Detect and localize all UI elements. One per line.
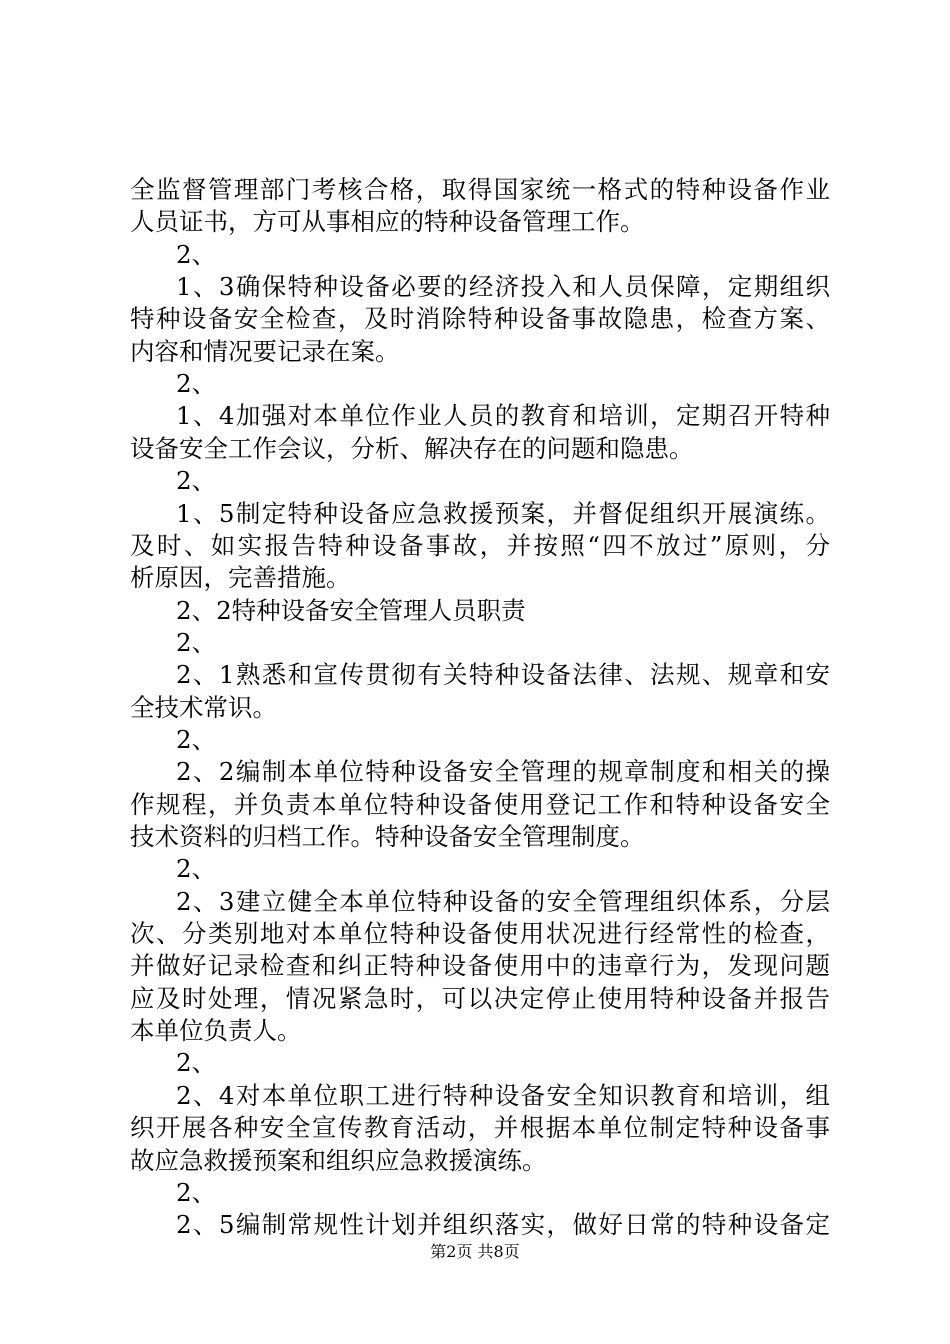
text-line: 人员证书，方可从事相应的特种设备管理工作。: [130, 207, 645, 237]
text-line: 设备安全工作会议，分析、解决存在的问题和隐患。: [130, 433, 694, 463]
text-line: 内容和情况要记录在案。: [130, 336, 400, 366]
text-line: 全监督管理部门考核合格，取得国家统一格式的特种设备作业: [130, 175, 830, 204]
text-line: 1、5制定特种设备应急救援预案，并督促组织开展演练。: [176, 498, 830, 528]
text-line: 2、: [176, 854, 217, 884]
text-line: 2、1熟悉和宣传贯彻有关特种设备法律、法规、规章和安: [176, 660, 830, 690]
text-line: 2、5编制常规性计划并组织落实，做好日常的特种设备定: [176, 1210, 830, 1240]
page-footer: 第2页 共8页: [430, 1242, 520, 1261]
text-line: 2、2编制本单位特种设备安全管理的规章制度和相关的操: [176, 757, 830, 787]
text-line: 2、: [176, 1177, 217, 1207]
text-line: 2、3建立健全本单位特种设备的安全管理组织体系，分层: [176, 886, 830, 916]
text-line: 2、2特种设备安全管理人员职责: [176, 595, 526, 625]
text-line: 次、分类别地对本单位特种设备使用状况进行经常性的检查，: [130, 919, 830, 949]
text-line: 技术资料的归档工作。特种设备安全管理制度。: [130, 822, 645, 851]
text-line: 1、3确保特种设备必要的经济投入和人员保障，定期组织: [176, 272, 830, 302]
text-line: 故应急救援预案和组织应急救援演练。: [130, 1145, 547, 1175]
text-line: 2、: [176, 1048, 217, 1078]
text-line: 特种设备安全检查，及时消除特种设备事故隐患，检查方案、: [130, 304, 830, 334]
text-line: 作规程，并负责本单位特种设备使用登记工作和特种设备安全: [130, 789, 830, 819]
text-line: 并做好记录检查和纠正特种设备使用中的违章行为，发现问题: [130, 951, 830, 981]
text-line: 2、: [176, 239, 217, 269]
text-line: 本单位负责人。: [130, 1016, 302, 1046]
text-line: 2、: [176, 724, 217, 754]
text-line: 全技术常识。: [130, 692, 277, 722]
text-line: 2、4对本单位职工进行特种设备安全知识教育和培训，组: [176, 1080, 830, 1110]
text-line: 2、: [176, 627, 217, 657]
text-line: 2、: [176, 466, 217, 496]
text-line: 1、4加强对本单位作业人员的教育和培训，定期召开特种: [176, 401, 830, 431]
text-line: 织开展各种安全宣传教育活动，并根据本单位制定特种设备事: [130, 1113, 830, 1143]
text-line: 2、: [176, 369, 217, 399]
text-line: 析原因，完善措施。: [130, 563, 351, 593]
text-line: 应及时处理，情况紧急时，可以决定停止使用特种设备并报告: [130, 983, 830, 1013]
text-line: 及时、如实报告特种设备事故，并按照“四不放过”原则，分: [130, 530, 830, 560]
